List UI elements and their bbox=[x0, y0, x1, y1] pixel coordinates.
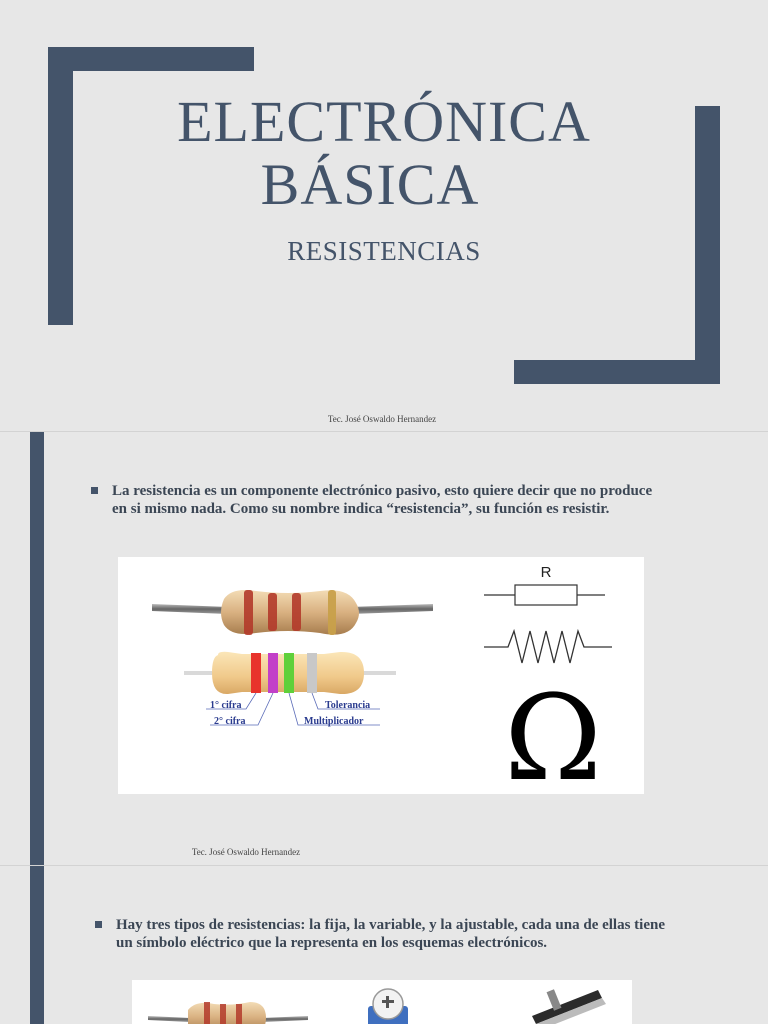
bullet-paragraph: La resistencia es un componente electrónico pasivo, esto quiere decir que no produce en si mismo nada. Como su nombre indica “resistencia”, su función es resistir. bbox=[112, 483, 653, 517]
bullet-text bbox=[116, 916, 676, 952]
left-accent-bar bbox=[30, 866, 44, 1024]
bullet-paragraph: Hay tres tipos de resistencias: la fija, la variable, y la ajustable, cada una de ellas tiene un símbolo eléctrico que la representa en los esquemas electrónicos. bbox=[116, 917, 666, 951]
content-slide-resistance bbox=[0, 432, 768, 866]
fixed-resistor-photo bbox=[148, 1002, 308, 1024]
resistor-zigzag-symbol bbox=[484, 631, 612, 663]
slide-footer: Tec. José Oswaldo Hernandez bbox=[191, 847, 301, 857]
left-accent-bar bbox=[30, 432, 44, 866]
resistor-types-svg bbox=[132, 980, 632, 1024]
bullet-square-icon bbox=[95, 921, 102, 928]
content-slide-types bbox=[0, 866, 768, 1024]
title-slide bbox=[0, 0, 768, 432]
slide-subtitle: RESISTENCIAS bbox=[287, 236, 481, 266]
frame-bottom-right-horizontal bbox=[514, 360, 720, 384]
slide-title-line-1: ELECTRÓNICA bbox=[177, 89, 591, 154]
label-multiplier: Multiplicador bbox=[304, 716, 364, 727]
symbol-letter-r: R bbox=[540, 564, 552, 581]
label-tolerance: Tolerancia bbox=[325, 700, 371, 711]
resistor-rectangle-symbol bbox=[484, 564, 605, 605]
bullet-square-icon bbox=[91, 487, 98, 494]
label-first-digit: 1° cifra bbox=[210, 700, 242, 711]
trimmer-potentiometer-photo bbox=[368, 989, 408, 1024]
resistor-color-code-diagram bbox=[184, 652, 396, 727]
label-second-digit: 2° cifra bbox=[214, 716, 246, 727]
resistor-illustration bbox=[118, 557, 644, 794]
frame-top-left-horizontal bbox=[48, 47, 254, 71]
slide-potentiometer-photo bbox=[532, 989, 606, 1024]
slide-footer: Tec. José Oswaldo Hernandez bbox=[327, 414, 437, 424]
slide-title-line-2: BÁSICA bbox=[260, 152, 480, 217]
resistor-illustration-svg bbox=[118, 557, 644, 794]
bullet-text bbox=[112, 482, 667, 518]
resistor-types-image bbox=[132, 980, 632, 1024]
resistor-photo bbox=[152, 590, 433, 635]
omega-icon: Ω bbox=[504, 669, 602, 794]
